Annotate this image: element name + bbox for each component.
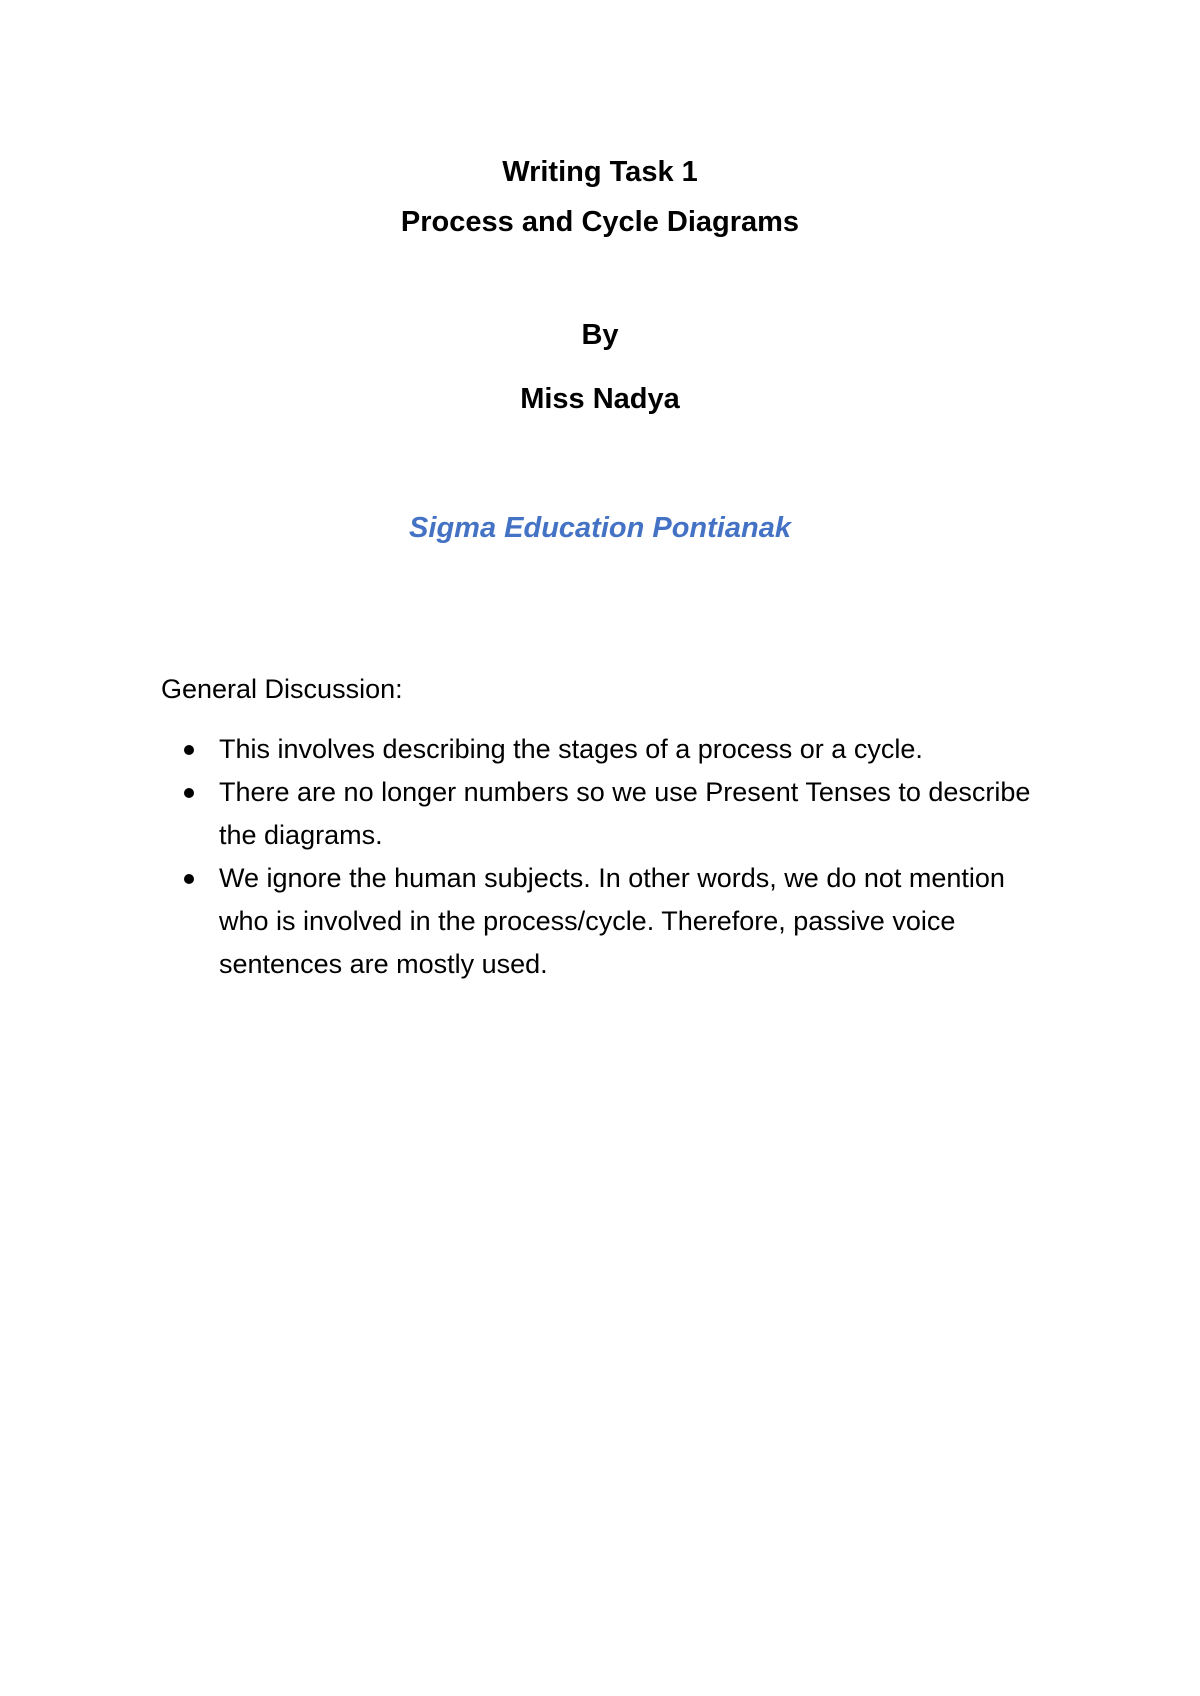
document-title: Writing Task 1 xyxy=(502,156,698,188)
bullet-item xyxy=(161,857,1041,986)
bullet-item xyxy=(161,728,1041,771)
bullet-text: There are no longer numbers so we use Present Tenses to describe the diagrams. xyxy=(219,777,1031,850)
bullet-dot-icon xyxy=(184,745,194,755)
discussion-bullet-list xyxy=(161,728,1041,986)
general-discussion-section xyxy=(161,668,1041,986)
bullet-text: This involves describing the stages of a process or a cycle. xyxy=(219,734,923,764)
bullet-dot-icon xyxy=(184,788,194,798)
bullet-dot-icon xyxy=(184,874,194,884)
institution-name: Sigma Education Pontianak xyxy=(409,512,791,544)
author-by-label: By xyxy=(581,319,619,351)
bullet-item xyxy=(161,771,1041,857)
author-name: Miss Nadya xyxy=(520,383,680,415)
document-subtitle: Process and Cycle Diagrams xyxy=(400,206,800,238)
bullet-text: We ignore the human subjects. In other words, we do not mention who is involved in the process/cycle. Therefore, passive voice sentences are mostly used. xyxy=(219,863,1005,979)
discussion-heading: General Discussion: xyxy=(161,674,403,704)
